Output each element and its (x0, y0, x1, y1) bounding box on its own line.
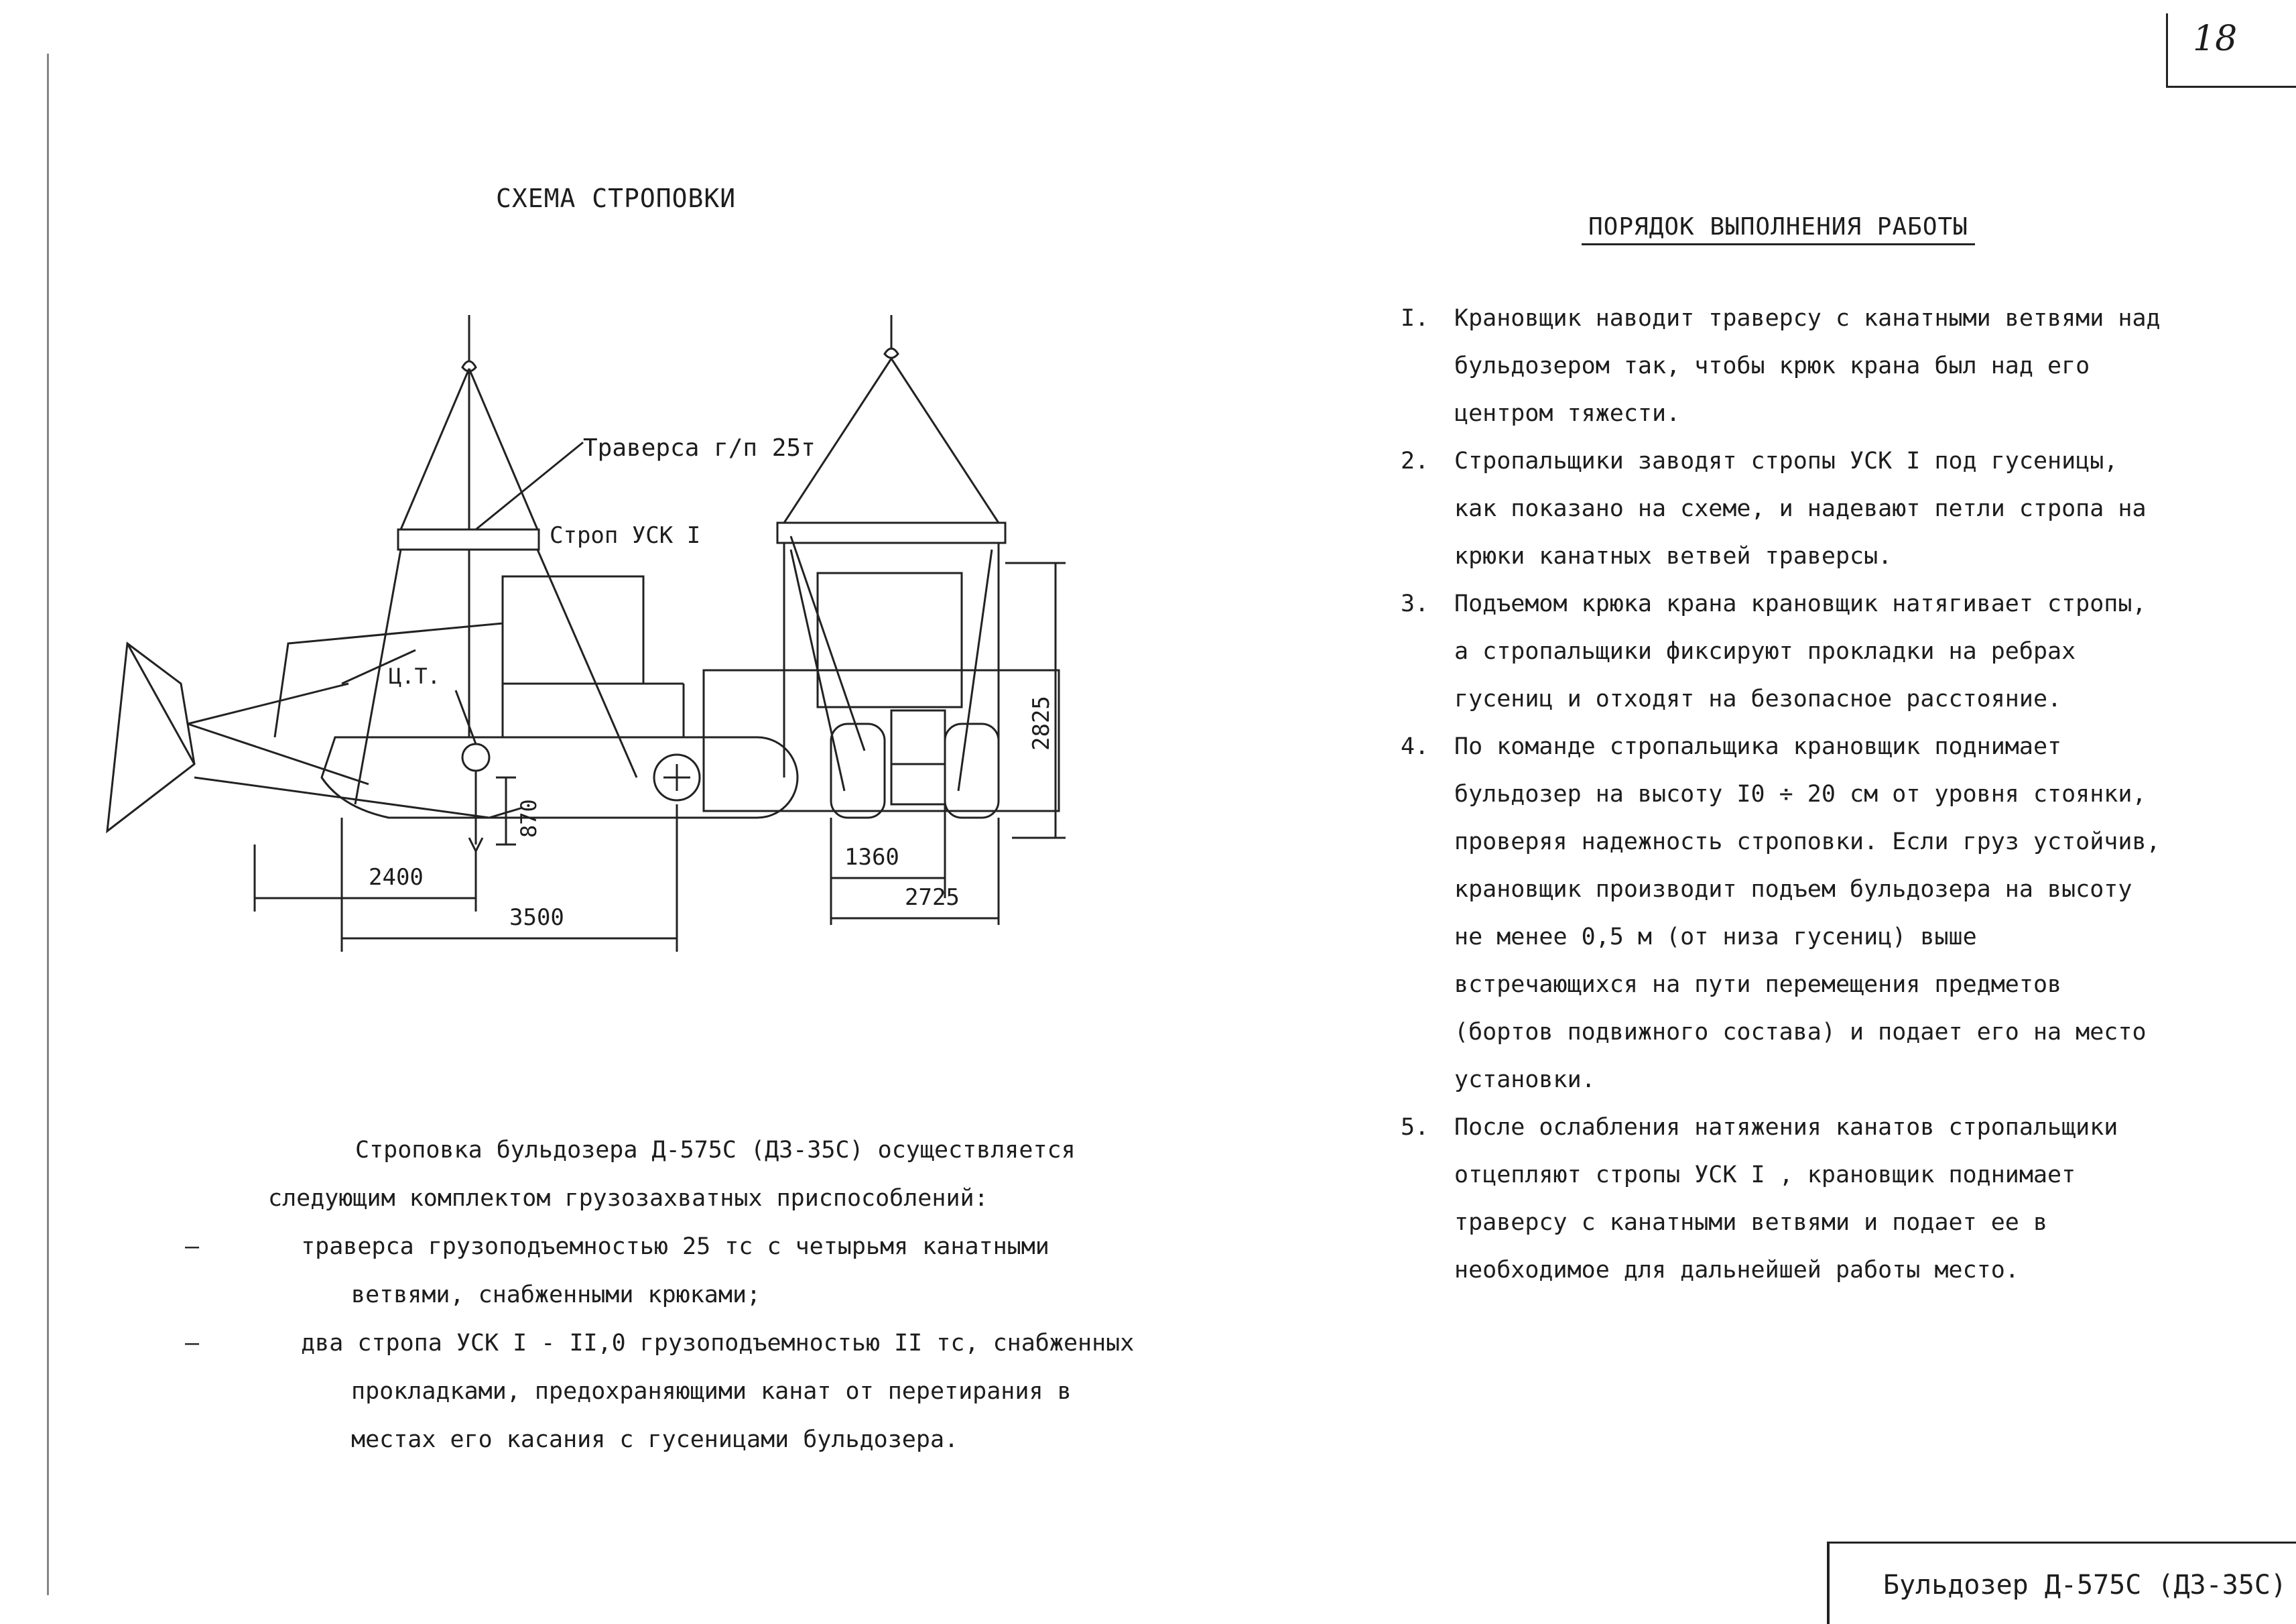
work-step (1401, 1104, 2171, 1294)
work-order-steps (1401, 295, 2171, 1294)
dim-870: 870 (516, 799, 541, 838)
step-number: 4. (1401, 733, 1429, 760)
step-text: Подъемом крюка крана крановщик натягивает стропы, а стропальщики фиксируют прокладки на ребрах гусениц и отходят на безопасное расстояние. (1454, 590, 2147, 712)
dim-1360: 1360 (844, 844, 899, 871)
description-item: – два стропа УСК I - II,0 грузоподъемностью II тс, снабженных прокладками, предохраняющими канат от перетирания в местах его касания с гусеницами бульдозера. (185, 1330, 1135, 1453)
dim-2825: 2825 (1028, 696, 1055, 751)
dim-2725: 2725 (905, 884, 960, 911)
description-item: – траверса грузоподъемностью 25 тс с четырьмя канатными ветвями, снабженными крюками; (185, 1233, 1049, 1308)
page-number: 18 (2193, 19, 2238, 59)
dim-2400: 2400 (369, 864, 424, 891)
label-cg: Ц.Т. (389, 664, 441, 689)
work-step (1401, 580, 2171, 723)
title-block-text: Бульдозер Д-575С (ДЗ-35С) (1883, 1570, 2287, 1601)
description-intro: Строповка бульдозера Д-575С (ДЗ-35С) осуществляется следующим комплектом грузозахватных приспособлений: (268, 1137, 1076, 1212)
work-step (1401, 438, 2171, 580)
step-number: 3. (1401, 590, 1429, 617)
step-number: I. (1401, 305, 1429, 332)
step-text: После ослабления натяжения канатов стропальщики отцепляют стропы УСК I , крановщик поднимает траверсу с канатными ветвями и подает ее в необходимое для дальнейшей работы место. (1454, 1114, 2118, 1284)
page-border-left (47, 54, 49, 1595)
step-text: Стропальщики заводят стропы УСК I под гусеницы, как показано на схеме, и надевают петли стропа на крюки канатных ветвей траверсы. (1454, 448, 2147, 570)
label-sling: Строп УСК I (550, 522, 701, 549)
step-number: 5. (1401, 1114, 1429, 1141)
step-text: По команде стропальщика крановщик поднимает бульдозер на высоту I0 ÷ 20 см от уровня стоянки, проверяя надежность строповки. Если груз устойчив, крановщик производит подъем бульдозера на высоту не менее 0,5 м (от низа гусениц) выше встречающихся на пути перемещения предметов (бортов подвижного состава) и подает его на место установки. (1454, 733, 2161, 1093)
step-number: 2. (1401, 448, 1429, 475)
work-step (1401, 295, 2171, 438)
work-step (1401, 723, 2171, 1104)
dim-3500: 3500 (509, 904, 564, 931)
scheme-title: СХЕМА СТРОПОВКИ (496, 184, 737, 213)
label-traverse: Траверса г/п 25т (583, 434, 816, 462)
work-order-title: ПОРЯДОК ВЫПОЛНЕНИЯ РАБОТЫ (1582, 213, 1975, 245)
slinging-scheme-drawing (101, 308, 1200, 965)
slinging-description (185, 1126, 1153, 1464)
step-text: Крановщик наводит траверсу с канатными ветвями над бульдозером так, чтобы крюк крана был над его центром тяжести. (1454, 305, 2161, 427)
